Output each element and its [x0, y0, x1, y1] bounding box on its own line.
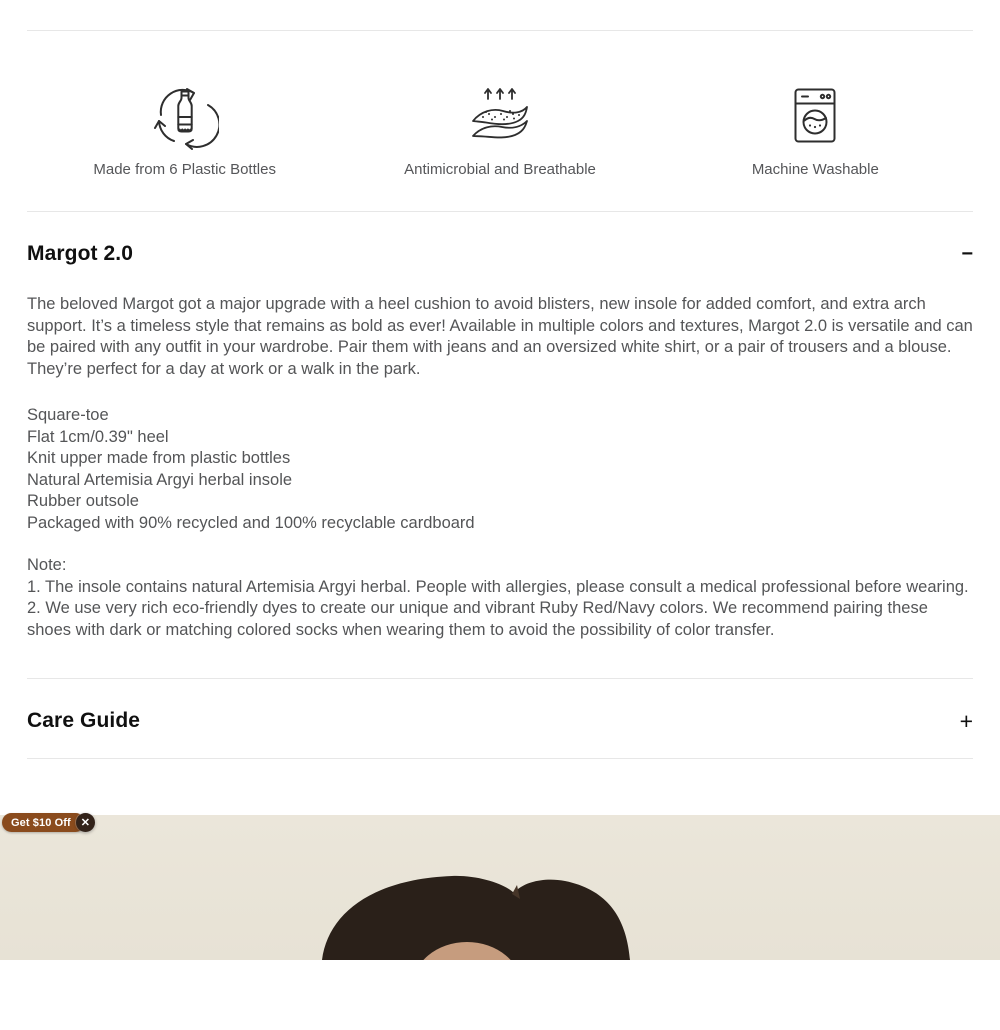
care-guide-accordion-section	[0, 708, 1000, 734]
note-line: 1. The insole contains natural Artemisia Argyi herbal. People with allergies, please consult a medical professional before wearing.	[27, 577, 969, 596]
promo-badge[interactable]	[2, 813, 90, 832]
feature-label: Made from 6 Plastic Bottles	[93, 161, 276, 178]
model-photo	[0, 815, 1000, 960]
note-heading: Note:	[27, 556, 67, 574]
feature-machine-washable	[658, 84, 973, 178]
feature-label: Antimicrobial and Breathable	[404, 161, 596, 178]
note-line: 2. We use very rich eco-friendly dyes to create our unique and vibrant Ruby Red/Navy colors. We recommend pairing these shoes with dark or matching colored socks when wearing them to avoid the possibility of color transfer.	[27, 599, 928, 639]
spec-line: Square-toe	[27, 406, 109, 424]
spec-line: Knit upper made from plastic bottles	[27, 449, 291, 467]
recycled-bottle-icon	[151, 84, 219, 150]
feature-plastic-bottles	[27, 84, 342, 178]
section-title: Margot 2.0	[27, 242, 134, 265]
spec-line: Rubber outsole	[27, 492, 139, 510]
spec-line: Packaged with 90% recycled and 100% recyclable cardboard	[27, 513, 475, 532]
divider	[27, 30, 973, 31]
spec-line: Natural Artemisia Argyi herbal insole	[27, 470, 293, 489]
collapse-minus-icon[interactable]: −	[961, 243, 973, 265]
product-notes	[27, 555, 973, 641]
feature-highlights	[27, 84, 973, 178]
spec-line: Flat 1cm/0.39" heel	[27, 427, 169, 446]
breathable-fabric-icon	[466, 84, 534, 150]
product-description: The beloved Margot got a major upgrade with a heel cushion to avoid blisters, new insole for added comfort, and extra arch support. It’s a timeless style that remains as bold as ever! Available in multiple colors and textures, Margot 2.0 is versatile and can be paired with any outfit in your wardrobe. Pair them with jeans and an oversized white shirt, or a pair of trousers and a blouse. They’re perfect for a day at work or a walk in the park.	[27, 295, 973, 378]
feature-antimicrobial	[342, 84, 657, 178]
margot-accordion-section	[0, 241, 1000, 641]
close-icon[interactable]: ✕	[76, 813, 95, 832]
washing-machine-icon	[781, 84, 849, 150]
promo-label: Get $10 Off	[11, 816, 71, 829]
expand-plus-icon[interactable]: +	[959, 708, 973, 734]
margot-accordion-header[interactable]	[27, 241, 973, 267]
product-specs	[27, 405, 973, 534]
divider	[27, 211, 973, 212]
care-guide-accordion-header[interactable]	[27, 708, 973, 734]
product-detail-page	[0, 30, 1000, 960]
feature-label: Machine Washable	[751, 161, 879, 178]
model-photo-image	[0, 815, 1000, 960]
divider	[27, 678, 973, 679]
divider	[27, 758, 973, 759]
section-title: Care Guide	[27, 709, 141, 732]
